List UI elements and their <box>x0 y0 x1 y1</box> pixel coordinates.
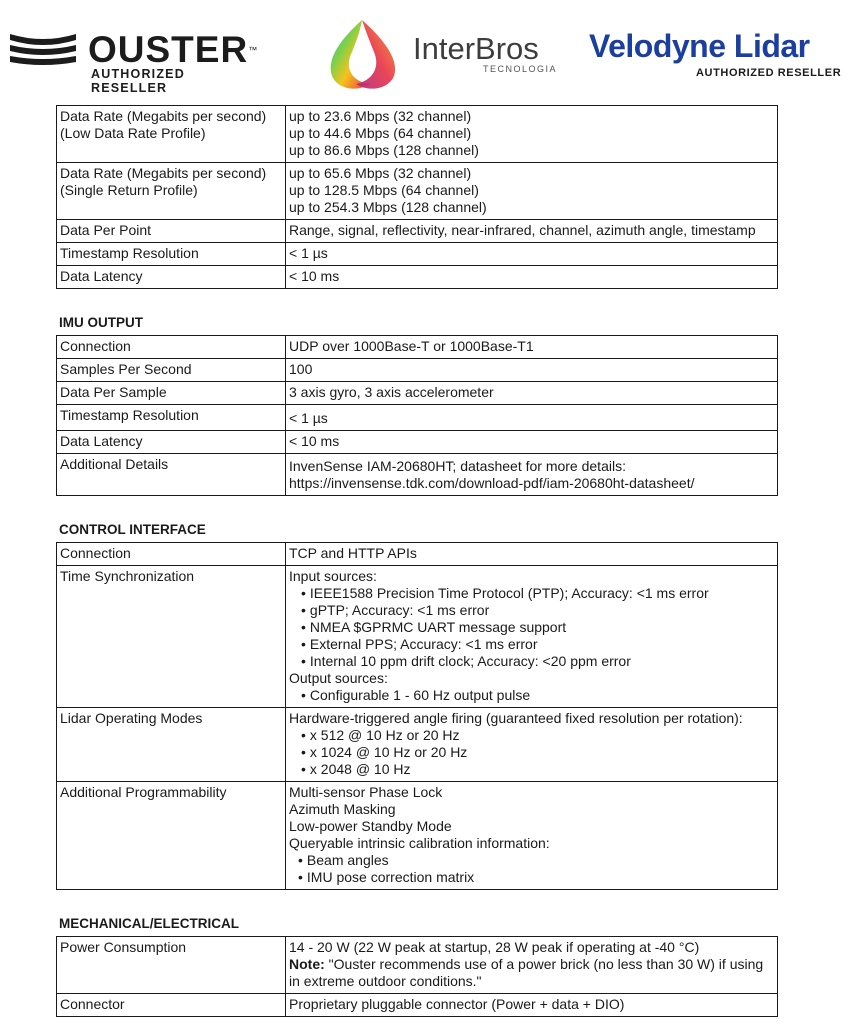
spec-value: InvenSense IAM-20680HT; datasheet for more details: https://invensense.tdk.com/download-pdf/iam-20680ht-datasheet/ <box>286 454 778 496</box>
spec-key: Samples Per Second <box>57 359 286 382</box>
spec-value: 14 - 20 W (22 W peak at startup, 28 W peak if operating at -40 °C) Note: "Ouster recommends use of a power brick (no less than 30 W) if using in extreme outdoor conditions." <box>286 937 778 994</box>
list-item: • x 2048 @ 10 Hz <box>289 761 774 778</box>
spec-key: Data Rate (Megabits per second) (Single Return Profile) <box>57 163 286 220</box>
table-row <box>57 454 778 496</box>
spec-key: Connection <box>57 543 286 566</box>
spec-key: Additional Details <box>57 454 286 496</box>
spec-key: Connector <box>57 994 286 1017</box>
table-row <box>57 220 778 243</box>
list-item: • IMU pose correction matrix <box>289 869 774 886</box>
spec-key: Data Per Point <box>57 220 286 243</box>
spec-value: up to 65.6 Mbps (32 channel) up to 128.5 Mbps (64 channel) up to 254.3 Mbps (128 channel) <box>286 163 778 220</box>
spec-key: Timestamp Resolution <box>57 405 286 431</box>
page-header <box>0 0 853 100</box>
spec-key: Additional Programmability <box>57 782 286 890</box>
table-row <box>57 431 778 454</box>
table-row <box>57 405 778 431</box>
imu-output-table <box>56 335 778 496</box>
spec-value: Range, signal, reflectivity, near-infrared, channel, azimuth angle, timestamp <box>286 220 778 243</box>
spec-value: < 10 ms <box>286 431 778 454</box>
spec-key: Data Latency <box>57 431 286 454</box>
table-row <box>57 266 778 289</box>
spec-key: Timestamp Resolution <box>57 243 286 266</box>
list-item: • x 1024 @ 10 Hz or 20 Hz <box>289 744 774 761</box>
spec-value: Input sources: • IEEE1588 Precision Time Protocol (PTP); Accuracy: <1 ms error • gPTP; Accuracy: <1 ms error • NMEA $GPRMC UART message support • External PPS; Accuracy: <1 ms error • Internal 10 ppm drift clock; Accuracy: <20 ppm error Output sources: • Configurable 1 - 60 Hz output pulse <box>286 566 778 708</box>
spec-value: 3 axis gyro, 3 axis accelerometer <box>286 382 778 405</box>
spec-value: Multi-sensor Phase Lock Azimuth Masking Low-power Standby Mode Queryable intrinsic calibration information: • Beam angles • IMU pose correction matrix <box>286 782 778 890</box>
table-row <box>57 382 778 405</box>
spec-value: < 1 µs <box>286 243 778 266</box>
spec-value: up to 23.6 Mbps (32 channel) up to 44.6 Mbps (64 channel) up to 86.6 Mbps (128 channel) <box>286 106 778 163</box>
interbros-tagline: TECNOLOGIA <box>483 64 558 74</box>
table-row <box>57 336 778 359</box>
ouster-wordmark: OUSTER™ <box>88 29 259 70</box>
table-row <box>57 566 778 708</box>
table-row <box>57 937 778 994</box>
spec-value: Proprietary pluggable connector (Power + data + DIO) <box>286 994 778 1017</box>
table-row <box>57 782 778 890</box>
section-title-imu: IMU OUTPUT <box>59 315 143 330</box>
spec-value: 100 <box>286 359 778 382</box>
interbros-logo-icon <box>322 18 404 92</box>
spec-value: < 10 ms <box>286 266 778 289</box>
table-row <box>57 994 778 1017</box>
velodyne-wordmark: Velodyne Lidar <box>589 28 810 64</box>
table-row <box>57 708 778 782</box>
list-item: • Internal 10 ppm drift clock; Accuracy: <20 ppm error <box>289 653 774 670</box>
table-row <box>57 163 778 220</box>
spec-value: UDP over 1000Base-T or 1000Base-T1 <box>286 336 778 359</box>
list-item: • Beam angles <box>289 852 774 869</box>
list-item: • x 512 @ 10 Hz or 20 Hz <box>289 727 774 744</box>
spec-key: Lidar Operating Modes <box>57 708 286 782</box>
spec-key: Data Latency <box>57 266 286 289</box>
spec-value: < 1 µs <box>286 405 778 431</box>
ouster-mark-icon <box>8 30 78 70</box>
list-item: • NMEA $GPRMC UART message support <box>289 619 774 636</box>
spec-key: Power Consumption <box>57 937 286 994</box>
spec-sheet <box>56 105 778 1017</box>
interbros-wordmark: InterBros <box>413 31 539 66</box>
list-item: • Configurable 1 - 60 Hz output pulse <box>289 687 774 704</box>
spec-key: Time Synchronization <box>57 566 286 708</box>
lidar-output-table <box>56 105 778 289</box>
mechanical-electrical-table <box>56 936 778 1017</box>
spec-key: Connection <box>57 336 286 359</box>
table-row <box>57 106 778 163</box>
spec-value: Hardware-triggered angle firing (guaranteed fixed resolution per rotation): • x 512 @ 10 Hz or 20 Hz • x 1024 @ 10 Hz or 20 Hz • x 2048 @ 10 Hz <box>286 708 778 782</box>
list-item: • gPTP; Accuracy: <1 ms error <box>289 602 774 619</box>
velodyne-reseller-label: AUTHORIZED RESELLER <box>696 67 842 79</box>
spec-key: Data Per Sample <box>57 382 286 405</box>
list-item: • External PPS; Accuracy: <1 ms error <box>289 636 774 653</box>
control-interface-table <box>56 542 778 890</box>
list-item: • IEEE1588 Precision Time Protocol (PTP); Accuracy: <1 ms error <box>289 585 774 602</box>
ouster-logo <box>8 28 259 95</box>
table-row <box>57 243 778 266</box>
ouster-reseller-label: AUTHORIZED RESELLER <box>91 67 185 95</box>
spec-key: Data Rate (Megabits per second) (Low Data Rate Profile) <box>57 106 286 163</box>
table-row <box>57 543 778 566</box>
table-row <box>57 359 778 382</box>
section-title-control: CONTROL INTERFACE <box>59 522 206 537</box>
section-title-mechanical: MECHANICAL/ELECTRICAL <box>59 916 239 931</box>
spec-value: TCP and HTTP APIs <box>286 543 778 566</box>
